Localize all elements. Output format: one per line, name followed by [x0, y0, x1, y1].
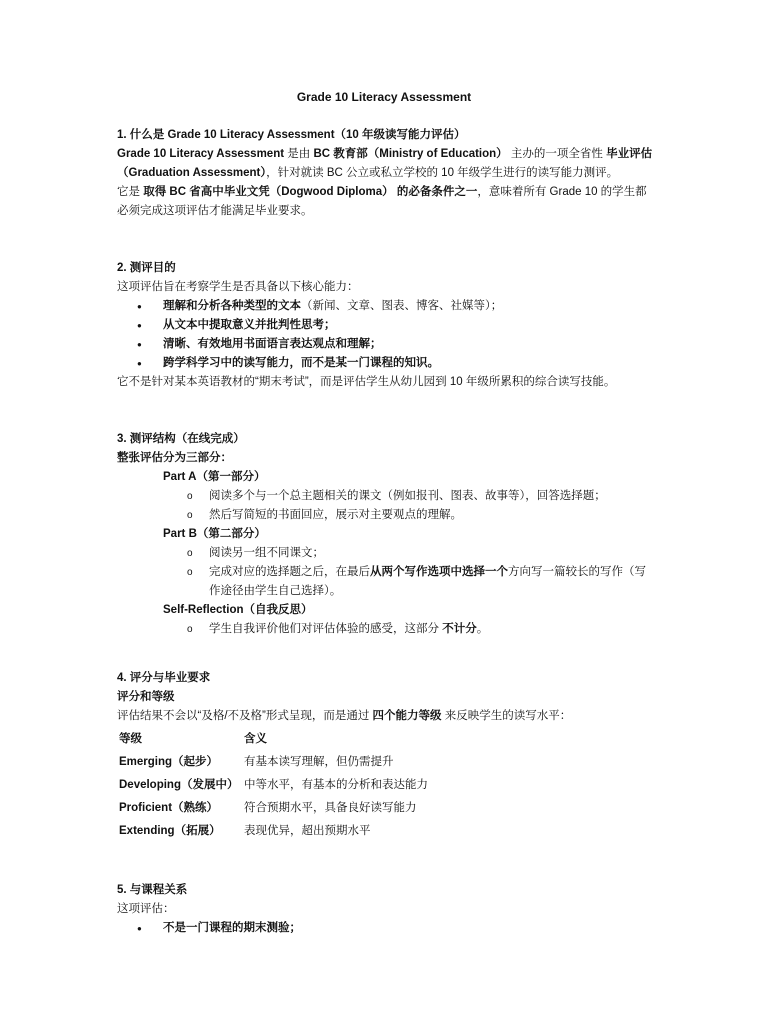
text-run: 它是 [117, 186, 144, 198]
text-run: 取得 BC 省高中毕业文凭（Dogwood Diploma） 的必备条件之一 [143, 186, 478, 198]
self-reflection-items [117, 620, 657, 639]
table-row [117, 797, 428, 820]
section-3-heading: 3. 测评结构（在线完成） [117, 433, 245, 445]
grade-table [117, 728, 428, 843]
section-5-heading: 5. 与课程关系 [117, 884, 188, 896]
text-run: 不计分 [442, 623, 477, 635]
grade-level: Extending（拓展） [119, 825, 221, 837]
text-run: 毕业评估（Graduation Assessment） [117, 148, 653, 179]
document-title: Grade 10 Literacy Assessment [296, 90, 472, 104]
table-row [117, 774, 428, 797]
section-2 [117, 259, 657, 392]
grade-meaning: 有基本读写理解，但仍需提升 [244, 756, 394, 768]
text-run: 四个能力等级 [372, 710, 442, 722]
grade-meaning: 中等水平，有基本的分析和表达能力 [244, 779, 428, 791]
text-run: 是由 [284, 148, 314, 160]
text-run: 方向写一篇较长的写作（写作途径由学生自己选择）。 [209, 566, 646, 597]
section-2-bullets [117, 297, 657, 373]
table-header-row [117, 728, 428, 751]
table-row [117, 820, 428, 843]
section-4-intro [117, 707, 657, 726]
section-5 [117, 881, 657, 938]
grade-level: Proficient（熟练） [119, 802, 219, 814]
text-run: 完成对应的选择题之后，在最后 [209, 566, 370, 578]
section-3-intro: 整张评估分为三部分： [117, 452, 232, 464]
section-4-heading: 4. 评分与毕业要求 [117, 672, 211, 684]
text-run: 评估结果不会以“及格/不及格”形式呈现，而是通过 [117, 710, 373, 722]
list-item: ● 跨学科学习中的读写能力，而不是某一门课程的知识。 [137, 354, 657, 373]
column-header-meaning: 含义 [244, 733, 267, 745]
text-run: 来反映学生的读写水平： [441, 710, 572, 722]
section-1-paragraph-2 [117, 183, 657, 221]
text-run: ，针对就读 BC 公立或私立学校的 10 年级学生进行的读写能力测评。 [266, 167, 619, 179]
section-2-heading: 2. 测评目的 [117, 262, 176, 274]
grade-level: Developing（发展中） [119, 779, 239, 791]
section-1-paragraph-1 [117, 145, 657, 183]
section-4-subheading: 评分和等级 [117, 691, 175, 703]
part-a-items [117, 487, 657, 525]
list-item: o 然后写简短的书面回应，展示对主要观点的理解。 [187, 506, 657, 525]
section-1-heading: 1. 什么是 Grade 10 Literacy Assessment（10 年级读写能力评估） [117, 129, 466, 141]
text-run: （新闻、文章、图表、博客、社媒等）； [301, 300, 503, 312]
section-1 [117, 126, 657, 221]
text-run: 学生自我评价他们对评估体验的感受，这部分 [209, 623, 443, 635]
list-item: o 阅读多个与一个总主题相关的课文（例如报刊、图表、故事等），回答选择题； [187, 487, 657, 506]
table-row [117, 751, 428, 774]
list-item [187, 620, 657, 639]
text-run: 理解和分析各种类型的文本 [163, 300, 301, 312]
section-5-bullets [117, 919, 657, 938]
list-item: ● 不是一门课程的期末测验； [137, 919, 657, 938]
part-b-items [117, 544, 657, 601]
part-a-label: Part A（第一部分） [163, 471, 266, 483]
section-5-intro: 这项评估： [117, 903, 175, 915]
text-run: 主办的一项全省性 [507, 148, 607, 160]
text-run: 。 [476, 623, 489, 635]
text-run: 从两个写作选项中选择一个 [370, 566, 508, 578]
list-item: ● 清晰、有效地用书面语言表达观点和理解； [137, 335, 657, 354]
list-item: ● 从文本中提取意义并批判性思考； [137, 316, 657, 335]
grade-meaning: 表现优异，超出预期水平 [244, 825, 371, 837]
section-2-intro: 这项评估旨在考察学生是否具备以下核心能力： [117, 281, 359, 293]
list-item [187, 563, 657, 601]
list-item [137, 297, 657, 316]
self-reflection-label: Self-Reflection（自我反思） [163, 604, 313, 616]
text-run: Grade 10 Literacy Assessment [117, 148, 285, 160]
text-run: ，意味着所有 Grade 10 的学生都必须完成这项评估才能满足毕业要求。 [117, 186, 647, 217]
section-3 [117, 430, 657, 639]
text-run: BC 教育部（Ministry of Education） [313, 148, 508, 160]
section-2-outro: 它不是针对某本英语教材的“期末考试”，而是评估学生从幼儿园到 10 年级所累积的综合读写技能。 [117, 376, 616, 388]
grade-level: Emerging（起步） [119, 756, 219, 768]
column-header-level: 等级 [119, 733, 142, 745]
document-body [117, 126, 657, 938]
list-item: o 阅读另一组不同课文； [187, 544, 657, 563]
section-4 [117, 669, 657, 843]
part-b-label: Part B（第二部分） [163, 528, 266, 540]
grade-meaning: 符合预期水平，具备良好读写能力 [244, 802, 417, 814]
